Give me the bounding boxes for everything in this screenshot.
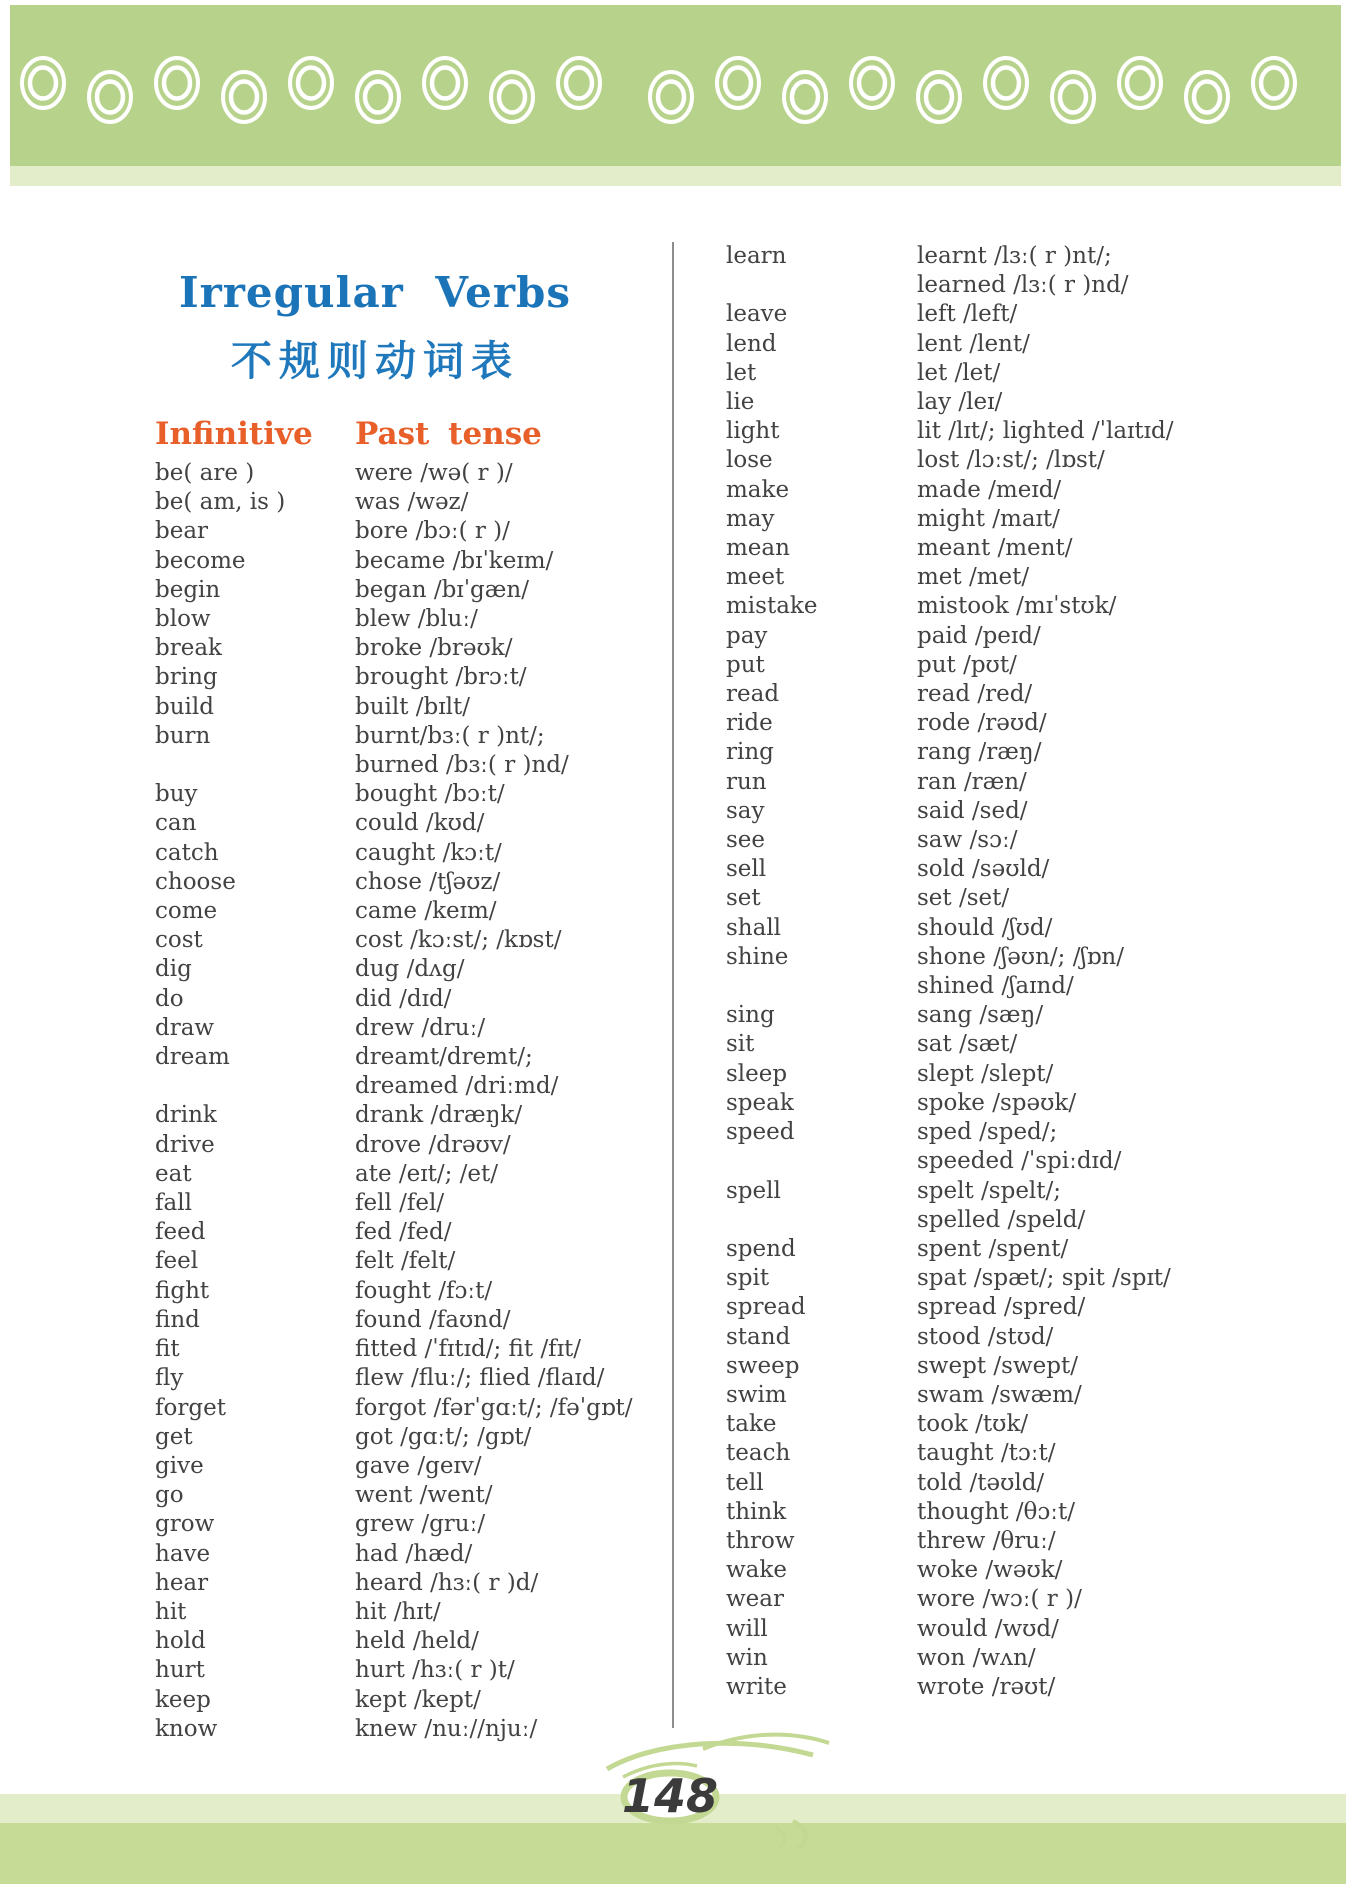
past-tense-text: grew /gruː/ [355,1511,486,1538]
infinitive-text: draw [155,1014,215,1041]
past-tense-text: became /bɪˈkeɪm/ [355,547,554,574]
past-tense-text: said /sed/ [917,797,1028,824]
infinitive-text: mean [726,535,790,562]
verb-row [726,768,1341,797]
verb-row [726,242,1341,271]
infinitive-text: wear [726,1586,785,1613]
infinitive-text: shall [726,914,782,941]
infinitive-text: be( am, is ) [155,489,286,516]
infinitive-text: pay [726,622,768,649]
past-tense-text: blew /bluː/ [355,606,478,633]
infinitive-text: ring [726,739,774,766]
past-tense-text: spent /spent/ [917,1235,1069,1262]
past-tense-text: stood /stʊd/ [917,1323,1054,1350]
verb-row [155,955,675,984]
infinitive-text: go [155,1482,184,1509]
verb-row [155,1043,675,1072]
past-tense-text: dreamed /driːmd/ [355,1073,559,1100]
infinitive-text: hold [155,1628,206,1655]
verb-row [155,926,675,955]
past-tense-text: built /bɪlt/ [355,693,470,720]
verb-row [155,488,675,517]
infinitive-text: write [726,1673,787,1700]
past-tense-text: met /met/ [917,564,1030,591]
infinitive-text [155,1072,355,1101]
verb-row [726,972,1341,1001]
past-tense-text: rode /rəʊd/ [917,710,1047,737]
verb-row [726,1060,1341,1089]
verb-row [726,1644,1341,1673]
past-tense-text: woke /wəʊk/ [917,1557,1063,1584]
verb-row [155,1598,675,1627]
verb-row [726,797,1341,826]
infinitive-text: spread [726,1294,806,1321]
verb-row [726,1147,1341,1176]
infinitive-text: speak [726,1089,794,1116]
past-tense-text: lent /lent/ [917,330,1030,357]
verb-row [726,884,1341,913]
past-tense-text: were /wə( r )/ [355,460,513,486]
infinitive-text: drink [155,1102,217,1129]
infinitive-text: swim [726,1381,787,1408]
verb-row [155,868,675,897]
infinitive-text: sleep [726,1060,788,1087]
infinitive-text: forget [155,1394,226,1421]
infinitive-text: dig [155,956,192,983]
infinitive-text: sing [726,1002,775,1029]
past-tense-text: lit /lɪt/; lighted /ˈlaɪtɪd/ [917,418,1174,445]
infinitive-text: read [726,681,780,708]
verb-row [726,1030,1341,1059]
verb-row [726,300,1341,329]
verb-row [155,751,675,780]
past-tense-text: did /dɪd/ [355,985,452,1012]
past-tense-text: fed /fed/ [355,1219,452,1246]
verb-row [726,1235,1341,1264]
column-header-infinitive: Infinitive [155,416,313,452]
verb-row [726,1381,1341,1410]
verb-row [155,693,675,722]
past-tense-text: hurt /hɜː( r )t/ [355,1657,515,1684]
verb-row [726,1498,1341,1527]
past-tense-text: hit /hɪt/ [355,1598,441,1625]
infinitive-text: bring [155,664,218,691]
past-tense-text: swept /swept/ [917,1352,1078,1379]
verb-row [726,1293,1341,1322]
infinitive-text: break [155,635,222,662]
infinitive-text: lie [726,389,755,416]
past-tense-text: drew /druː/ [355,1014,486,1041]
past-tense-text: bought /bɔːt/ [355,781,505,808]
infinitive-text: begin [155,576,221,603]
infinitive-text: dream [155,1044,230,1071]
infinitive-text: stand [726,1323,791,1350]
past-tense-text: sang /sæŋ/ [917,1002,1044,1029]
infinitive-text: drive [155,1131,215,1158]
infinitive-text: hurt [155,1657,205,1684]
verb-row [726,943,1341,972]
past-tense-text: took /tʊk/ [917,1411,1029,1438]
verb-row [155,459,675,488]
past-tense-text: lost /lɔːst/; /lɒst/ [917,447,1105,474]
past-tense-text: knew /nuː//njuː/ [355,1715,538,1742]
past-tense-text: lay /leɪ/ [917,389,1003,416]
verb-row [726,709,1341,738]
past-tense-text: taught /tɔːt/ [917,1440,1056,1467]
past-tense-text: dreamt/dremt/; [355,1044,533,1071]
past-tense-text: paid /peɪd/ [917,622,1041,649]
past-tense-text: made /meɪd/ [917,476,1062,503]
infinitive-text: fight [155,1277,210,1304]
past-tense-text: found /faʊnd/ [355,1306,511,1333]
past-tense-text: heard /hɜː( r )d/ [355,1569,539,1596]
past-tense-text: flew /fluː/; flied /flaɪd/ [355,1365,605,1392]
verb-row [726,1089,1341,1118]
infinitive-text: buy [155,781,198,808]
past-tense-text: began /bɪˈgæn/ [355,576,529,603]
verb-row [726,738,1341,767]
past-tense-text: got /gɑːt/; /gɒt/ [355,1423,532,1450]
infinitive-text: cost [155,927,203,954]
verb-row [726,417,1341,446]
past-tense-text: won /wʌn/ [917,1644,1036,1671]
infinitive-text: spend [726,1235,796,1262]
infinitive-text: speed [726,1119,795,1146]
verb-row [726,651,1341,680]
verb-row [726,563,1341,592]
infinitive-text [726,1147,917,1176]
past-tense-text: drove /drəʊv/ [355,1131,511,1158]
infinitive-text: see [726,827,766,854]
verb-row [726,534,1341,563]
verb-row [155,517,675,546]
infinitive-text: fly [155,1365,184,1392]
infinitive-text: get [155,1423,193,1450]
verb-list-left [155,459,675,1744]
past-tense-text: sped /sped/; [917,1119,1058,1146]
verb-row [155,1686,675,1715]
past-tense-text: put /pʊt/ [917,651,1017,678]
infinitive-text: mistake [726,593,818,620]
verb-row [155,1277,675,1306]
verb-row [726,271,1341,300]
column-header-past-tense: Past tense [355,416,542,452]
infinitive-text: take [726,1411,777,1438]
verb-row [726,680,1341,709]
infinitive-text: keep [155,1686,211,1713]
verb-row [726,1673,1341,1702]
table-column-headers [155,416,675,452]
verb-row [155,897,675,926]
past-tense-text: mistook /mɪˈstʊk/ [917,593,1117,620]
infinitive-text: find [155,1306,200,1333]
infinitive-text: put [726,651,765,678]
infinitive-text: make [726,476,790,503]
infinitive-text: burn [155,722,211,749]
page-number-badge [555,1725,875,1855]
verb-row [726,505,1341,534]
past-tense-text: meant /ment/ [917,535,1073,562]
past-tense-text: read /red/ [917,681,1033,708]
infinitive-text: choose [155,868,236,895]
verb-row [726,622,1341,651]
past-tense-text: swam /swæm/ [917,1381,1082,1408]
past-tense-text: learnt /lɜː( r )nt/; [917,243,1112,269]
verb-row [726,1439,1341,1468]
past-tense-text: wore /wɔː( r )/ [917,1586,1082,1613]
verb-row [726,592,1341,621]
past-tense-text: spread /spred/ [917,1294,1086,1321]
verb-row [726,826,1341,855]
verb-row [155,1072,675,1101]
verb-row [726,1206,1341,1235]
infinitive-text: sell [726,856,767,883]
verb-row [726,1615,1341,1644]
past-tense-text: sold /səʊld/ [917,856,1050,883]
verb-row [155,1423,675,1452]
verb-row [726,1323,1341,1352]
infinitive-text: feel [155,1248,199,1275]
page-title-chinese: 不规则动词表 [231,337,519,385]
past-tense-text: spat /spæt/; spit /spɪt/ [917,1265,1171,1292]
verb-row [155,1131,675,1160]
past-tense-text: threw /θruː/ [917,1527,1056,1554]
decorative-circles-icon [10,5,1341,166]
verb-row [726,1001,1341,1030]
infinitive-text [726,271,917,300]
verb-row [155,1510,675,1539]
infinitive-text: will [726,1615,768,1642]
verb-row [155,1452,675,1481]
past-tense-text: told /təʊld/ [917,1469,1045,1496]
infinitive-text: can [155,810,197,837]
infinitive-text: shine [726,943,789,970]
verb-row [726,359,1341,388]
past-tense-text: could /kʊd/ [355,810,485,837]
past-tense-text: sat /sæt/ [917,1031,1018,1058]
past-tense-text: forgot /fərˈgɑːt/; /fəˈgɒt/ [355,1394,633,1421]
infinitive-text: meet [726,564,785,591]
past-tense-text: brought /brɔːt/ [355,664,527,691]
verb-row [155,1481,675,1510]
verb-row [155,1540,675,1569]
verb-row [155,809,675,838]
verb-row [155,1247,675,1276]
verb-row [155,1656,675,1685]
infinitive-text: lend [726,330,777,357]
past-tense-text: speeded /ˈspiːdɪd/ [917,1148,1122,1175]
page-number: 148 [621,1769,719,1823]
infinitive-text: spit [726,1265,770,1292]
infinitive-text: hear [155,1569,209,1596]
verb-row [726,1264,1341,1293]
past-tense-text: ate /eɪt/; /et/ [355,1160,498,1187]
verb-row [155,1189,675,1218]
infinitive-text: blow [155,606,211,633]
infinitive-text: let [726,359,757,386]
infinitive-text: throw [726,1527,795,1554]
verb-row [155,780,675,809]
infinitive-text: have [155,1540,211,1567]
past-tense-text: should /ʃʊd/ [917,914,1053,941]
infinitive-text: know [155,1715,218,1742]
past-tense-text: might /maɪt/ [917,505,1060,532]
infinitive-text: may [726,505,775,532]
past-tense-text: spoke /spəʊk/ [917,1089,1077,1116]
verb-row [155,985,675,1014]
past-tense-text: spelled /speld/ [917,1206,1086,1233]
past-tense-text: was /wəz/ [355,489,469,516]
verb-row [726,1469,1341,1498]
past-tense-text: felt /felt/ [355,1248,456,1275]
infinitive-text: grow [155,1511,215,1538]
infinitive-text: catch [155,839,219,866]
infinitive-text [155,751,355,780]
infinitive-text: learn [726,243,787,269]
verb-row [726,1177,1341,1206]
past-tense-text: caught /kɔːt/ [355,839,502,866]
verb-row [155,576,675,605]
infinitive-text: teach [726,1440,791,1467]
verb-row [155,1569,675,1598]
past-tense-text: burned /bɜː( r )nd/ [355,752,569,779]
verb-row [155,722,675,751]
past-tense-text: held /held/ [355,1628,479,1655]
past-tense-text: thought /θɔːt/ [917,1498,1076,1525]
past-tense-text: fitted /ˈfɪtɪd/; fit /fɪt/ [355,1336,582,1363]
verb-row [155,1160,675,1189]
infinitive-text: wake [726,1557,787,1584]
verb-row [155,663,675,692]
verb-row [155,547,675,576]
past-tense-text: went /went/ [355,1482,493,1509]
past-tense-text: fell /fel/ [355,1190,445,1217]
verb-row [726,446,1341,475]
infinitive-text: hit [155,1598,187,1625]
verb-row [155,1014,675,1043]
past-tense-text: set /set/ [917,885,1010,912]
infinitive-text: feed [155,1219,206,1246]
verb-row [155,605,675,634]
past-tense-text: wrote /rəʊt/ [917,1673,1056,1700]
column-divider [672,242,674,1728]
verb-row [726,1585,1341,1614]
infinitive-text: sweep [726,1352,800,1379]
verb-row [155,1627,675,1656]
infinitive-text: do [155,985,184,1012]
past-tense-text: drank /dræŋk/ [355,1102,523,1129]
past-tense-text: dug /dʌg/ [355,956,465,983]
verb-row [726,476,1341,505]
infinitive-text: ride [726,710,773,737]
past-tense-text: saw /sɔː/ [917,827,1018,854]
verb-row [155,634,675,663]
verb-row [726,1527,1341,1556]
infinitive-text: leave [726,301,788,328]
infinitive-text: tell [726,1469,764,1496]
infinitive-text: run [726,768,767,795]
infinitive-text: fit [155,1336,180,1363]
past-tense-text: chose /tʃəʊz/ [355,868,501,895]
past-tense-text: spelt /spelt/; [917,1177,1062,1204]
past-tense-text: cost /kɔːst/; /kɒst/ [355,927,562,954]
past-tense-text: broke /brəʊk/ [355,635,513,662]
infinitive-text: lose [726,447,773,474]
verb-row [155,1218,675,1247]
infinitive-text: give [155,1452,204,1479]
past-tense-text: ran /ræn/ [917,768,1027,795]
past-tense-text: shone /ʃəʊn/; /ʃɒn/ [917,943,1124,970]
past-tense-text: left /left/ [917,301,1018,328]
verb-row [726,1410,1341,1439]
infinitive-text: eat [155,1160,192,1187]
verb-row [155,1101,675,1130]
verb-row [155,839,675,868]
verb-row [726,1118,1341,1147]
infinitive-text: spell [726,1177,781,1204]
header-band [10,5,1341,166]
infinitive-text: think [726,1498,787,1525]
verb-row [726,388,1341,417]
infinitive-text: say [726,797,765,824]
verb-list-right [726,242,1341,1702]
verb-row [726,914,1341,943]
past-tense-text: would /wʊd/ [917,1615,1059,1642]
infinitive-text: bear [155,518,209,545]
past-tense-text: slept /slept/ [917,1060,1054,1087]
verb-row [726,1556,1341,1585]
past-tense-text: rang /ræŋ/ [917,739,1042,766]
infinitive-text: fall [155,1190,192,1217]
infinitive-text: come [155,898,218,925]
past-tense-text: fought /fɔːt/ [355,1277,493,1304]
infinitive-text: build [155,693,214,720]
infinitive-text: be( are ) [155,460,255,486]
past-tense-text: let /let/ [917,359,1001,386]
verb-row [155,1394,675,1423]
past-tense-text: shined /ʃaɪnd/ [917,973,1074,1000]
page-title: Irregular Verbs [178,268,572,317]
infinitive-text: set [726,885,761,912]
infinitive-text [726,972,917,1001]
past-tense-text: gave /geɪv/ [355,1452,482,1479]
infinitive-text: win [726,1644,768,1671]
past-tense-text: learned /lɜː( r )nd/ [917,272,1129,299]
infinitive-text: become [155,547,246,574]
past-tense-text: burnt/bɜː( r )nt/; [355,722,545,749]
past-tense-text: had /hæd/ [355,1540,473,1567]
header-substrip [10,166,1341,186]
verb-row [726,855,1341,884]
infinitive-text: sit [726,1031,755,1058]
infinitive-text: light [726,418,780,445]
verb-row [155,1306,675,1335]
verb-row [726,330,1341,359]
verb-row [726,1352,1341,1381]
past-tense-text: came /keɪm/ [355,898,497,925]
verb-row [155,1364,675,1393]
infinitive-text [726,1206,917,1235]
past-tense-text: bore /bɔː( r )/ [355,518,510,545]
past-tense-text: kept /kept/ [355,1686,481,1713]
verb-row [155,1335,675,1364]
